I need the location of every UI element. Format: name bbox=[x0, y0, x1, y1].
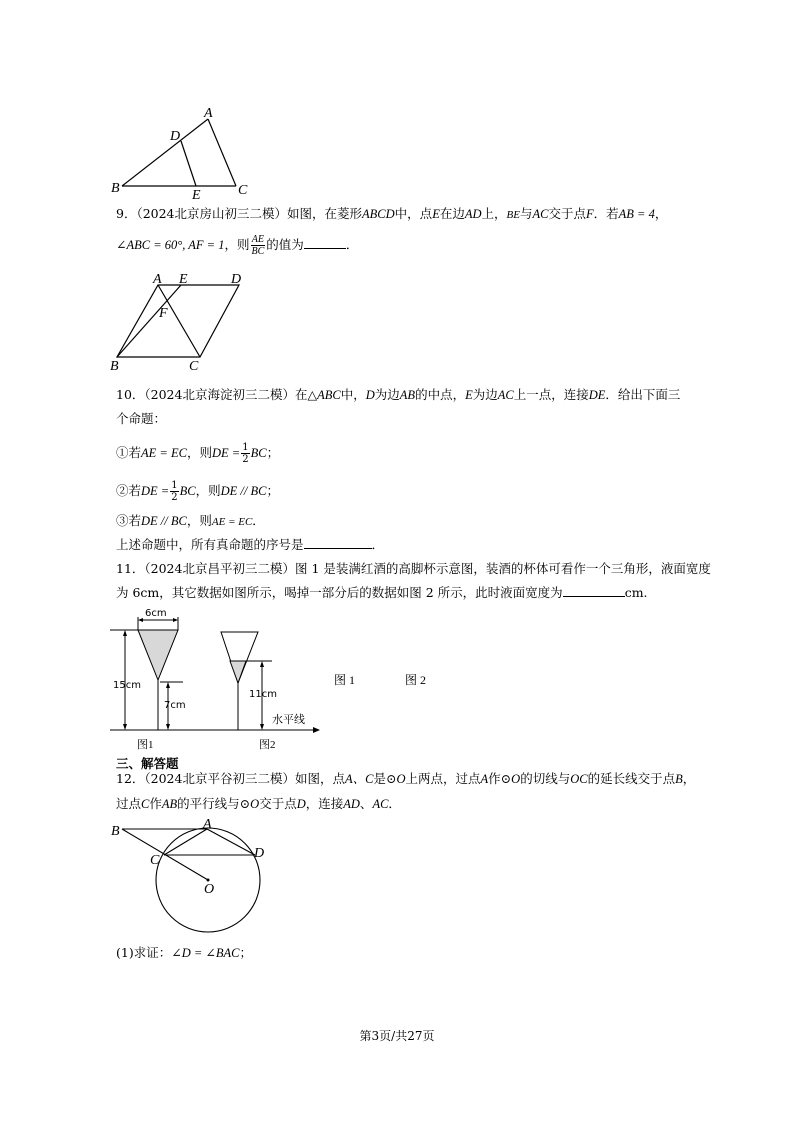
q12-text: ． bbox=[388, 796, 401, 811]
q9-math: AC bbox=[532, 207, 549, 221]
q10-number: 10． bbox=[116, 387, 145, 402]
q10-math: DE = bbox=[211, 446, 241, 460]
label-6cm: 6cm bbox=[145, 608, 167, 619]
q10-answer-line bbox=[116, 537, 384, 553]
glass-arrows bbox=[123, 618, 320, 733]
q10-math: AB bbox=[399, 388, 416, 402]
q10-math: BC bbox=[179, 484, 196, 498]
q10-text: 为边 bbox=[374, 387, 400, 402]
fraction-half bbox=[241, 442, 249, 465]
label-7cm: 7cm bbox=[164, 700, 186, 711]
label-A2: A bbox=[153, 272, 162, 287]
label-F2: F bbox=[159, 306, 168, 321]
q12-math: OC bbox=[570, 772, 588, 786]
q10-proposition-3 bbox=[116, 513, 265, 530]
q12-math: AC bbox=[372, 797, 389, 811]
fraction-denominator: 2 bbox=[242, 454, 249, 465]
q9-text: 的值为 bbox=[266, 237, 304, 252]
q12-text: ， bbox=[682, 771, 696, 786]
caption-fig1: 图1 bbox=[137, 739, 154, 751]
label-A: A bbox=[204, 106, 213, 121]
label-C2: C bbox=[189, 359, 199, 374]
q12-math: AB bbox=[161, 797, 178, 811]
fraction-denominator: 2 bbox=[171, 492, 178, 503]
q12-text: 上两点，过点 bbox=[405, 771, 481, 786]
q11-number: 11． bbox=[116, 561, 145, 576]
q10-math: DE // BC bbox=[220, 484, 267, 498]
label-15cm: 15cm bbox=[113, 680, 141, 691]
q10-text: ． bbox=[252, 513, 265, 528]
q10-text: 在 bbox=[294, 387, 308, 402]
q10-math: D bbox=[365, 388, 375, 402]
q9-math: ∠ABC = 60°, AF = 1 bbox=[116, 238, 225, 252]
q11-source: （2024北京昌平初三二模） bbox=[144, 561, 295, 576]
q10-math: BC bbox=[250, 446, 267, 460]
label-D2: D bbox=[231, 272, 242, 287]
label-11cm: 11cm bbox=[249, 689, 277, 700]
q11-answer-blank[interactable] bbox=[563, 596, 625, 597]
q10-text: ，则 bbox=[186, 513, 212, 528]
q12-text: (1)求证： bbox=[116, 945, 172, 960]
q10-text: ②若 bbox=[116, 483, 142, 498]
q12-text: 的延长线交于点 bbox=[587, 771, 676, 786]
q12-text: 如图，点 bbox=[294, 771, 345, 786]
label-A3: A bbox=[203, 817, 212, 832]
page-footer: 第3页/共27页 bbox=[359, 1029, 435, 1043]
q9-text: 上， bbox=[481, 206, 507, 221]
q9-math: AD bbox=[464, 207, 482, 221]
q12-text: ； bbox=[239, 945, 253, 960]
q12-text: 是 bbox=[373, 771, 386, 786]
q10-source: （2024北京海淀初三二模） bbox=[144, 387, 295, 402]
q10-text: ①若 bbox=[116, 445, 142, 460]
q11-line2 bbox=[116, 585, 648, 601]
q11-text: cm. bbox=[624, 585, 648, 600]
q11-text: 图 1 是装满红酒的高脚杯示意图，装酒的杯体可看作一个三角形，液面宽度 bbox=[294, 561, 711, 576]
fraction-numerator: AE bbox=[251, 234, 265, 245]
q9-math: E bbox=[432, 207, 440, 221]
q9-number: 9． bbox=[116, 206, 137, 221]
q10-proposition-1 bbox=[116, 442, 279, 465]
triangle-lines bbox=[122, 119, 236, 186]
q12-math: ∠D = ∠BAC bbox=[171, 946, 240, 960]
caption-fig2: 图2 bbox=[259, 739, 276, 751]
fraction-numerator: 1 bbox=[242, 442, 249, 453]
q10-line2: 个命题： bbox=[116, 411, 167, 426]
label-B: B bbox=[111, 181, 120, 196]
q12-subquestion-1 bbox=[116, 945, 252, 961]
section-heading: 三、解答题 bbox=[116, 756, 179, 771]
label-D: D bbox=[170, 129, 181, 144]
label-B3: B bbox=[111, 824, 120, 839]
q12-math: A、C bbox=[344, 772, 374, 786]
q10-math: DE = bbox=[141, 484, 170, 498]
q10-text: ．给出下面三 bbox=[605, 387, 681, 402]
q9-text: 中，点 bbox=[394, 206, 433, 221]
q10-text: 中， bbox=[340, 387, 366, 402]
q10-text: 上一点，连接 bbox=[513, 387, 589, 402]
q12-text: 交于点 bbox=[259, 796, 297, 811]
q9-text: ，则 bbox=[224, 237, 250, 252]
q9-text: 与 bbox=[519, 206, 533, 221]
q9-text: ． bbox=[345, 237, 359, 252]
q12-math: B bbox=[675, 772, 683, 786]
q9-answer-blank[interactable] bbox=[304, 248, 346, 249]
q9-line1 bbox=[116, 206, 667, 223]
fraction-denominator: BC bbox=[251, 246, 265, 257]
q9-math: AB = 4 bbox=[618, 207, 655, 221]
q9-text: 如图，在菱形 bbox=[287, 206, 363, 221]
q11-text: 为 6cm，其它数据如图所示，喝掉一部分后的数据如图 2 所示，此时液面宽度为 bbox=[116, 585, 563, 600]
label-O3: O bbox=[204, 882, 215, 897]
q12-text: 的平行线与 bbox=[177, 796, 240, 811]
circle-figure bbox=[122, 828, 260, 932]
q11-line1 bbox=[116, 561, 711, 577]
q10-math: AE = EC bbox=[211, 516, 253, 528]
q12-text: ，连接 bbox=[305, 796, 344, 811]
q10-math: DE // BC bbox=[141, 514, 187, 528]
q9-fraction bbox=[251, 234, 266, 257]
label-E2: E bbox=[179, 272, 188, 287]
q10-math: AE = EC bbox=[141, 446, 187, 460]
q12-line2 bbox=[116, 796, 401, 812]
q9-line2 bbox=[116, 234, 358, 257]
q12-math: ⊙O bbox=[385, 772, 406, 786]
q12-text: 作 bbox=[149, 796, 162, 811]
glass-figure bbox=[110, 617, 316, 730]
label-ground: 水平线 bbox=[272, 714, 305, 726]
q9-text: ．若 bbox=[593, 206, 619, 221]
center-dot bbox=[207, 879, 210, 882]
q9-text: ， bbox=[654, 206, 668, 221]
q12-math: ⊙O bbox=[500, 772, 521, 786]
side-caption-fig2: 图 2 bbox=[405, 673, 427, 687]
q10-text: 为边 bbox=[472, 387, 498, 402]
label-D3: D bbox=[254, 846, 265, 861]
q12-text: 作 bbox=[488, 771, 501, 786]
q12-line1 bbox=[116, 771, 695, 787]
q12-math: A bbox=[480, 772, 489, 786]
q10-text: 的中点， bbox=[415, 387, 466, 402]
q10-text: ； bbox=[266, 445, 280, 460]
q10-text: ，则 bbox=[186, 445, 212, 460]
label-E: E bbox=[192, 188, 201, 203]
q12-number: 12． bbox=[116, 771, 145, 786]
q12-text: 的切线与 bbox=[520, 771, 571, 786]
label-C3: C bbox=[150, 853, 160, 868]
q9-source: （2024北京房山初三二模） bbox=[136, 206, 288, 221]
q9-math: BE bbox=[506, 209, 520, 221]
fraction-numerator: 1 bbox=[171, 480, 178, 491]
q10-math: E bbox=[465, 388, 473, 402]
q12-math: ⊙O bbox=[239, 797, 260, 811]
q9-math: F bbox=[586, 207, 594, 221]
q12-text: 过点 bbox=[116, 796, 142, 811]
q10-math: DE bbox=[588, 388, 606, 402]
q10-math: △ABC bbox=[307, 388, 341, 402]
q9-math: ABCD bbox=[362, 207, 395, 221]
q12-math: C bbox=[141, 797, 150, 811]
q10-text: ． bbox=[371, 537, 385, 552]
q12-source: （2024北京平谷初三二模） bbox=[144, 771, 295, 786]
label-B2: B bbox=[110, 359, 119, 374]
q9-text: 在边 bbox=[439, 206, 465, 221]
q10-proposition-2 bbox=[116, 480, 279, 503]
q10-text: 上述命题中，所有真命题的序号是 bbox=[116, 537, 304, 552]
rhombus-lines bbox=[117, 285, 239, 357]
q10-answer-blank[interactable] bbox=[304, 548, 372, 549]
q12-math: AD bbox=[343, 797, 360, 811]
q9-text: 交于点 bbox=[548, 206, 586, 221]
q12-math: D bbox=[296, 797, 306, 811]
side-caption-fig1: 图 1 bbox=[334, 673, 356, 687]
q10-line1 bbox=[116, 387, 680, 403]
q10-text: ； bbox=[266, 483, 279, 498]
q12-text: 、 bbox=[359, 796, 373, 811]
q10-text: ③若 bbox=[116, 513, 142, 528]
fraction-half bbox=[170, 480, 178, 503]
q10-text: ，则 bbox=[195, 483, 221, 498]
label-C: C bbox=[238, 183, 248, 198]
q10-math: AC bbox=[497, 388, 514, 402]
